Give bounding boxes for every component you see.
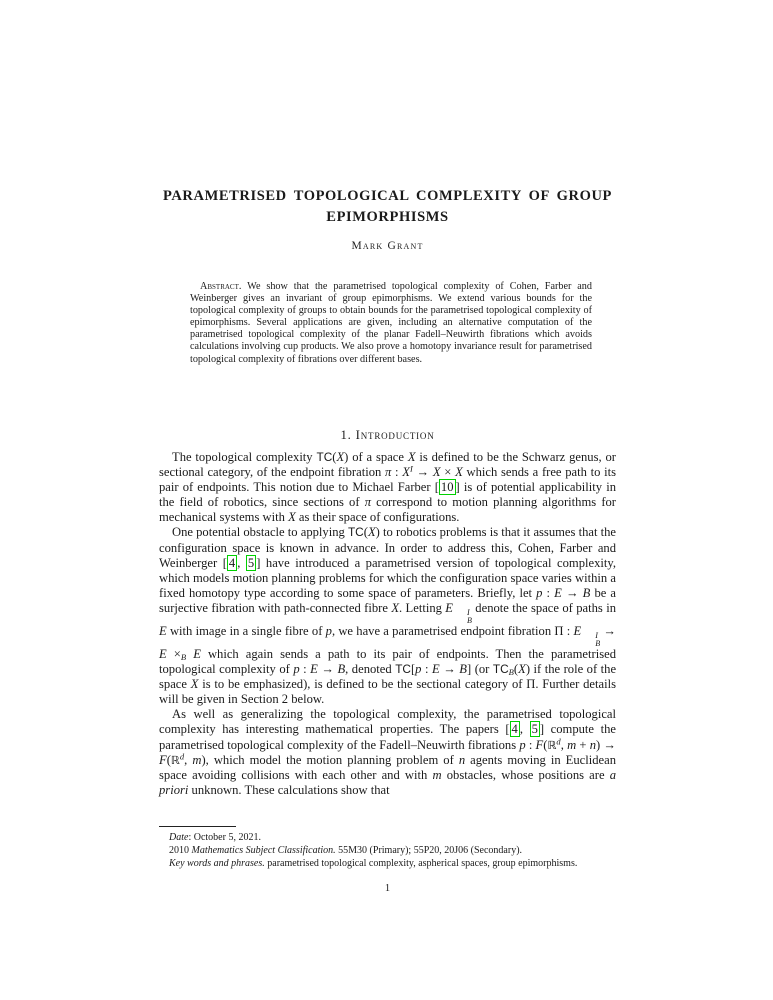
citation-link[interactable]: 5 (247, 555, 255, 570)
footnote-keywords: Key words and phrases. parametrised topological complexity, aspherical spaces, group epimorphisms. (169, 857, 578, 869)
footnote-rule (159, 826, 236, 827)
section-heading-introduction: 1. Introduction (340, 428, 435, 442)
intro-paragraph-1: The topological complexity TC(X) of a space X is defined to be the Schwarz genus, or sectional category, of the endpoint fibration π : $X^I \to X \times X$ which sends a free path to its pair of endpoints. This notion due to Michael Farber [ 10 ] is of potential applicability in the field of robotics, since sections of π correspond to motion planning algorithms for mechanical systems with X as their space of configurations. (159, 450, 617, 525)
citation-link[interactable]: 5 (531, 722, 538, 737)
abstract-block (190, 281, 592, 366)
footnote-date: Date: October 5, 2021. (169, 832, 261, 843)
citation-link[interactable]: 4 (228, 555, 236, 570)
page-number: 1 (384, 883, 391, 894)
author-name: Mark Grant (351, 240, 424, 252)
paper-title-line2: EPIMORPHISMS (326, 209, 449, 225)
citation-link[interactable]: 4 (511, 722, 518, 737)
abstract-text: Abstract. We show that the parametrised topological complexity of Cohen, Farber and Weinberger gives an invariant of group epimorphisms. We extend various bounds for the topological complexity of groups to obtain bounds for the parametrised topological complexity of epimorphisms. Several applications are given, including an alternative computation of the parametrised topological complexity of the planar Fadell–Neuwirth fibrations which avoids calculations involving cup products. We also prove a homotopy invariance result for parametrised topological complexity of fibrations over different bases. (190, 281, 592, 365)
paper-title (159, 186, 616, 228)
intro-paragraph-3: As well as generalizing the topological complexity, the parametrised topological complexity has interesting mathematical properties. The papers [ 4 , 5 ] compute the parametrised topological complexity of the Fadell–Neuwirth fibrations p : F(ℝ$^d$, m + n) → F(ℝ$^d$, m), which model the motion planning problem of n agents moving in Euclidean space avoiding collisions with each other and with m obstacles, whose positions are a priori unknown. These calculations show that (159, 707, 616, 797)
intro-paragraph-2: One potential obstacle to applying TC(X) to robotics problems is that it assumes that the configuration space is known in advance. In order to address this, Cohen, Farber and Weinberger [ 4 , 5 ] have introduced a parametrised version of topological complexity, which models motion planning problems for which the configuration space varies within a fixed homotopy type according to some space of parameters. Briefly, let p : E → B be a surjective fibration with path-connected fibre X. Letting E I B denote the space of paths in E with image in a single fibre of p, we have a parametrised endpoint fibration Π : E I B → E ×B E which again sends a path to its pair of endpoints. Then the parametrised topological complexity of p : E → B, denoted TC[p : E → B] (or TCB(X) if the role of the space X is to be emphasized), is defined to be the sectional category of Π. Further details will be given in Section 2 below. (159, 525, 617, 707)
footnote-msc: 2010 Mathematics Subject Classification. 55M30 (Primary); 55P20, 20J06 (Secondary). (169, 844, 523, 856)
paper-title-line1: PARAMETRISED TOPOLOGICAL COMPLEXITY OF GROUP (162, 188, 612, 204)
citation-link[interactable]: 10 (440, 480, 454, 495)
footnotes-block (159, 832, 616, 871)
introduction-body (159, 450, 616, 798)
